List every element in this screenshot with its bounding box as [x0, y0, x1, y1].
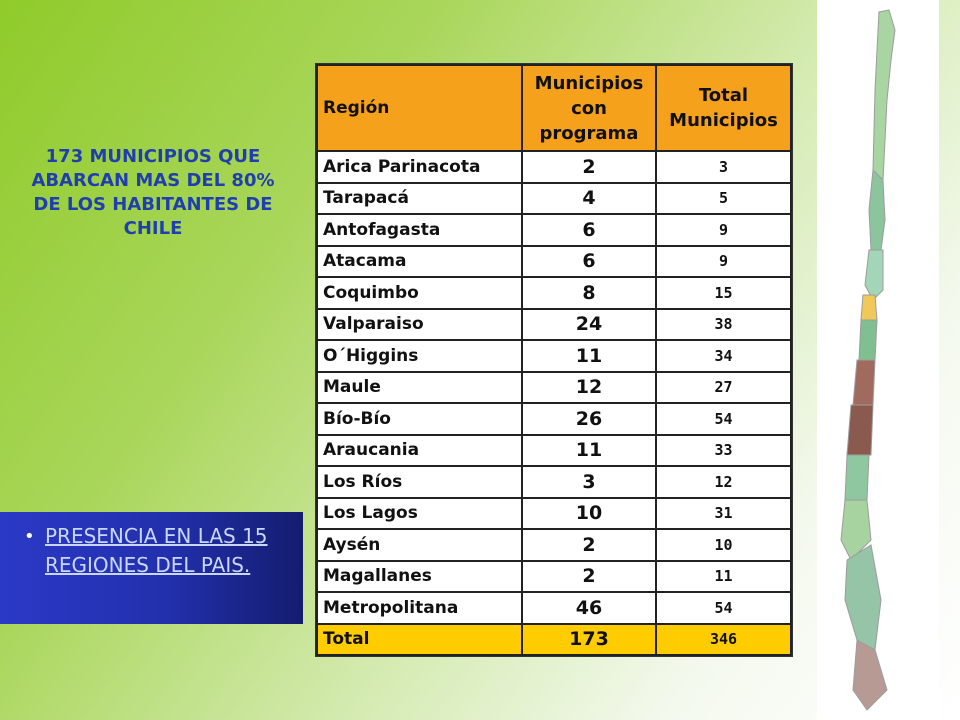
region-cell: Atacama	[317, 246, 522, 278]
total-cell: 346	[656, 624, 791, 656]
total-cell: 34	[656, 340, 791, 372]
with-program-cell: 3	[522, 466, 656, 498]
region-cell: Tarapacá	[317, 183, 522, 215]
table-row	[317, 435, 791, 467]
with-program-cell: 173	[522, 624, 656, 656]
region-cell: Arica Parinacota	[317, 151, 522, 183]
region-cell: Coquimbo	[317, 277, 522, 309]
table-row	[317, 498, 791, 530]
with-program-cell: 11	[522, 435, 656, 467]
region-cell: Los Lagos	[317, 498, 522, 530]
slide-title: 173 MUNICIPIOS QUE ABARCAN MAS DEL 80% DE LOS HABITANTES DE CHILE	[31, 146, 275, 239]
header-region: Región	[317, 65, 522, 151]
region-cell: Araucania	[317, 435, 522, 467]
with-program-cell: 6	[522, 246, 656, 278]
total-cell: 3	[656, 151, 791, 183]
table-row	[317, 151, 791, 183]
header-total: Total Municipios	[656, 65, 791, 151]
with-program-cell: 8	[522, 277, 656, 309]
region-cell: Maule	[317, 372, 522, 404]
region-cell: Valparaiso	[317, 309, 522, 341]
table-row	[317, 214, 791, 246]
region-cell: O´Higgins	[317, 340, 522, 372]
table-row	[317, 403, 791, 435]
total-cell: 54	[656, 403, 791, 435]
table-row	[317, 340, 791, 372]
presence-bullet-box	[0, 512, 303, 624]
table-row	[317, 246, 791, 278]
table-row	[317, 466, 791, 498]
with-program-cell: 10	[522, 498, 656, 530]
table-row	[317, 277, 791, 309]
with-program-cell: 2	[522, 151, 656, 183]
region-cell: Antofagasta	[317, 214, 522, 246]
region-cell: Bío-Bío	[317, 403, 522, 435]
chile-map-icon	[817, 0, 939, 720]
region-cell: Metropolitana	[317, 592, 522, 624]
total-cell: 38	[656, 309, 791, 341]
total-cell: 27	[656, 372, 791, 404]
total-cell: 10	[656, 529, 791, 561]
table-header-row	[317, 65, 791, 151]
total-cell: 15	[656, 277, 791, 309]
total-cell: 12	[656, 466, 791, 498]
table-total-row	[317, 624, 791, 656]
region-cell: Aysén	[317, 529, 522, 561]
table-row	[317, 561, 791, 593]
with-program-cell: 6	[522, 214, 656, 246]
table-row	[317, 529, 791, 561]
with-program-cell: 12	[522, 372, 656, 404]
total-cell: 5	[656, 183, 791, 215]
total-cell: 31	[656, 498, 791, 530]
with-program-cell: 24	[522, 309, 656, 341]
total-cell: 9	[656, 246, 791, 278]
total-cell: 54	[656, 592, 791, 624]
with-program-cell: 26	[522, 403, 656, 435]
header-with-program: Municipios con programa	[522, 65, 656, 151]
bullet-dot-icon: •	[24, 526, 35, 547]
region-cell: Total	[317, 624, 522, 656]
total-cell: 11	[656, 561, 791, 593]
with-program-cell: 46	[522, 592, 656, 624]
total-cell: 33	[656, 435, 791, 467]
region-cell: Magallanes	[317, 561, 522, 593]
table-row	[317, 309, 791, 341]
municipios-table	[315, 63, 793, 657]
table-row	[317, 372, 791, 404]
with-program-cell: 2	[522, 561, 656, 593]
with-program-cell: 11	[522, 340, 656, 372]
table-row	[317, 592, 791, 624]
total-cell: 9	[656, 214, 791, 246]
with-program-cell: 4	[522, 183, 656, 215]
table-row	[317, 183, 791, 215]
region-cell: Los Ríos	[317, 466, 522, 498]
presence-link[interactable]: PRESENCIA EN LAS 15 REGIONES DEL PAIS.	[45, 524, 268, 577]
with-program-cell: 2	[522, 529, 656, 561]
